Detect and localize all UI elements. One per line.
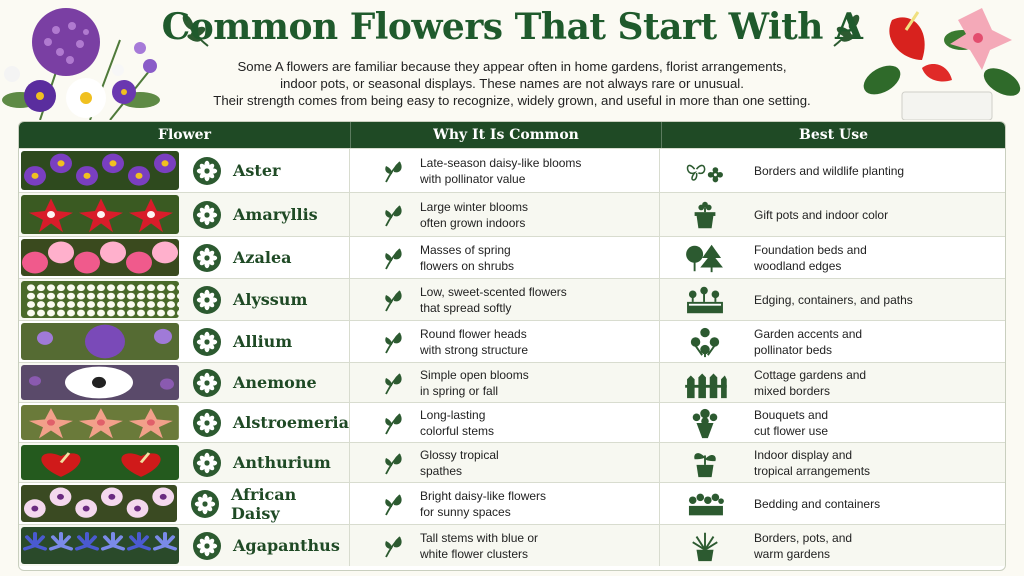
flower-cell — [19, 483, 350, 524]
use-text — [754, 407, 828, 439]
use-cell — [660, 443, 1005, 482]
alstroemeria-photo — [21, 405, 179, 440]
why-line: Round flower heads — [420, 326, 527, 341]
table-row — [19, 320, 1005, 362]
anemone-photo — [21, 365, 179, 400]
azalea-photo — [21, 239, 179, 276]
table-row — [19, 192, 1005, 236]
header-use: Best Use — [799, 127, 868, 143]
leaf-icon — [380, 370, 406, 396]
anthurium-photo — [21, 445, 179, 480]
use-cell — [660, 279, 1005, 320]
flower-name: Agapanthus — [233, 536, 340, 555]
page-title: Common Flowers That Start With A — [161, 6, 863, 48]
table-row — [19, 278, 1005, 320]
why-line: flowers on shrubs — [420, 258, 515, 273]
table-header — [19, 122, 1005, 148]
flower-name: Alyssum — [233, 290, 308, 309]
why-cell — [350, 149, 660, 192]
why-text — [420, 326, 528, 358]
flower-badge-icon — [193, 328, 221, 356]
intro-text — [200, 58, 824, 109]
why-cell — [350, 237, 660, 278]
use-line: Gift pots and indoor color — [754, 207, 889, 222]
aster-photo — [21, 151, 179, 190]
alyssum-photo — [21, 281, 179, 318]
why-line: often grown indoors — [420, 215, 526, 230]
use-text — [754, 242, 867, 274]
flower-name: African Daisy — [231, 484, 297, 523]
use-text — [754, 496, 880, 512]
why-text — [420, 447, 499, 479]
use-line: Edging, containers, and paths — [754, 292, 913, 307]
table-row — [19, 148, 1005, 192]
flower-cell — [19, 525, 350, 566]
flower-cell — [19, 279, 350, 320]
flower-name: Anthurium — [233, 453, 331, 472]
use-text — [754, 163, 904, 179]
use-line: Garden accents and — [754, 326, 863, 341]
why-line: Low, sweet-scented flowers — [420, 284, 567, 299]
window-box-icon — [682, 487, 728, 521]
use-line: mixed borders — [754, 383, 831, 398]
flower-cell — [19, 363, 350, 402]
leaf-icon — [380, 158, 406, 184]
flower-name: Alstroemeria — [232, 413, 349, 432]
agapanthus-photo — [21, 527, 179, 564]
flower-badge-icon — [193, 201, 221, 229]
use-line: Bedding and containers — [754, 496, 881, 511]
flower-name: Amaryllis — [233, 205, 318, 224]
intro-line: Some A flowers are familiar because they appear often in home gardens, florist arrangements, — [237, 59, 787, 74]
why-cell — [350, 483, 660, 524]
allium-photo — [21, 323, 179, 360]
fence-flowers-icon — [682, 366, 728, 400]
flower-badge-icon — [193, 449, 221, 477]
why-text — [420, 199, 528, 231]
why-cell — [350, 403, 660, 442]
use-cell — [660, 193, 1005, 236]
header-why: Why It Is Common — [351, 122, 662, 148]
why-line: spathes — [420, 463, 463, 478]
leaf-icon — [380, 533, 406, 559]
table-row — [19, 442, 1005, 482]
use-text — [754, 292, 913, 308]
use-line: Bouquets and — [754, 407, 829, 422]
why-cell — [350, 525, 660, 566]
use-text — [754, 447, 870, 479]
flower-cell — [19, 193, 350, 236]
leaf-icon — [380, 450, 406, 476]
leaf-icon — [380, 245, 406, 271]
why-line: Glossy tropical — [420, 447, 499, 462]
use-text — [754, 530, 852, 562]
intro-line: indoor pots, or seasonal displays. These names are not always rare or unusual. — [280, 76, 744, 91]
table-row — [19, 402, 1005, 442]
flower-cell — [19, 321, 350, 362]
use-text — [754, 207, 888, 223]
flower-name: Allium — [233, 332, 293, 351]
flower-cell — [19, 403, 350, 442]
why-line: white flower clusters — [420, 546, 529, 561]
potted-plant-icon — [682, 446, 728, 480]
flower-badge-icon — [193, 369, 221, 397]
trees-icon — [682, 241, 728, 275]
why-text — [420, 488, 546, 520]
why-line: Simple open blooms — [420, 367, 529, 382]
why-line: that spread softly — [420, 300, 512, 315]
butterfly-flower-icon — [682, 154, 728, 188]
use-cell — [660, 321, 1005, 362]
leaf-icon — [380, 287, 406, 313]
flower-badge-icon — [193, 286, 221, 314]
why-cell — [350, 443, 660, 482]
use-line: cut flower use — [754, 423, 829, 438]
table-row — [19, 524, 1005, 566]
flowers-table — [18, 121, 1006, 571]
why-cell — [350, 363, 660, 402]
why-text — [420, 367, 529, 399]
leaf-icon — [380, 491, 406, 517]
why-line: Tall stems with blue or — [420, 530, 539, 545]
why-text — [420, 242, 514, 274]
use-cell — [660, 483, 1005, 524]
why-line: Large winter blooms — [420, 199, 529, 214]
use-line: pollinator beds — [754, 342, 833, 357]
flower-bouquet-illustration — [0, 0, 180, 120]
flower-name: Anemone — [233, 373, 317, 392]
flower-cluster-icon — [682, 325, 728, 359]
why-line: Masses of spring — [420, 242, 511, 257]
use-line: woodland edges — [754, 258, 842, 273]
flower-badge-icon — [193, 532, 221, 560]
intro-line: Their strength comes from being easy to recognize, widely grown, and useful in more than one setting. — [213, 93, 811, 108]
use-cell — [660, 403, 1005, 442]
planter-box-icon — [682, 283, 728, 317]
use-cell — [660, 525, 1005, 566]
use-line: Foundation beds and — [754, 242, 867, 257]
why-text — [420, 530, 538, 562]
bouquet-icon — [682, 406, 728, 440]
why-cell — [350, 279, 660, 320]
why-line: with pollinator value — [420, 171, 526, 186]
flower-badge-icon — [193, 244, 221, 272]
flower-cell — [19, 237, 350, 278]
why-line: Bright daisy-like flowers — [420, 488, 547, 503]
leaf-icon — [380, 410, 406, 436]
why-line: colorful stems — [420, 423, 495, 438]
potted-anthurium-illustration — [862, 0, 1024, 120]
table-row — [19, 482, 1005, 524]
use-line: warm gardens — [754, 546, 831, 561]
why-line: with strong structure — [420, 342, 529, 357]
why-text — [420, 155, 581, 187]
why-text — [420, 284, 567, 316]
table-row — [19, 362, 1005, 402]
flower-cell — [19, 443, 350, 482]
leaf-icon — [380, 202, 406, 228]
use-line: Borders and wildlife planting — [754, 163, 905, 178]
flower-name: Aster — [233, 161, 281, 180]
why-text — [420, 407, 494, 439]
why-line: in spring or fall — [420, 383, 499, 398]
flower-cell — [19, 149, 350, 192]
header-flower: Flower — [19, 122, 351, 148]
use-line: Cottage gardens and — [754, 367, 867, 382]
use-line: Indoor display and — [754, 447, 853, 462]
why-line: Late-season daisy-like blooms — [420, 155, 582, 170]
leaf-icon — [380, 329, 406, 355]
potted-grass-icon — [682, 529, 728, 563]
why-cell — [350, 321, 660, 362]
flower-badge-icon — [193, 157, 221, 185]
flower-name: Azalea — [233, 248, 292, 267]
why-line: for sunny spaces — [420, 504, 511, 519]
use-cell — [660, 363, 1005, 402]
why-line: Long-lasting — [420, 407, 486, 422]
use-cell — [660, 149, 1005, 192]
flower-badge-icon — [191, 490, 219, 518]
african-daisy-photo — [21, 485, 177, 522]
flower-badge-icon — [193, 409, 221, 437]
why-cell — [350, 193, 660, 236]
table-body — [19, 148, 1005, 566]
use-line: Borders, pots, and — [754, 530, 853, 545]
use-text — [754, 367, 866, 399]
table-row — [19, 236, 1005, 278]
use-line: tropical arrangements — [754, 463, 871, 478]
amaryllis-photo — [21, 195, 179, 234]
use-text — [754, 326, 862, 358]
potted-flower-icon — [682, 198, 728, 232]
use-cell — [660, 237, 1005, 278]
